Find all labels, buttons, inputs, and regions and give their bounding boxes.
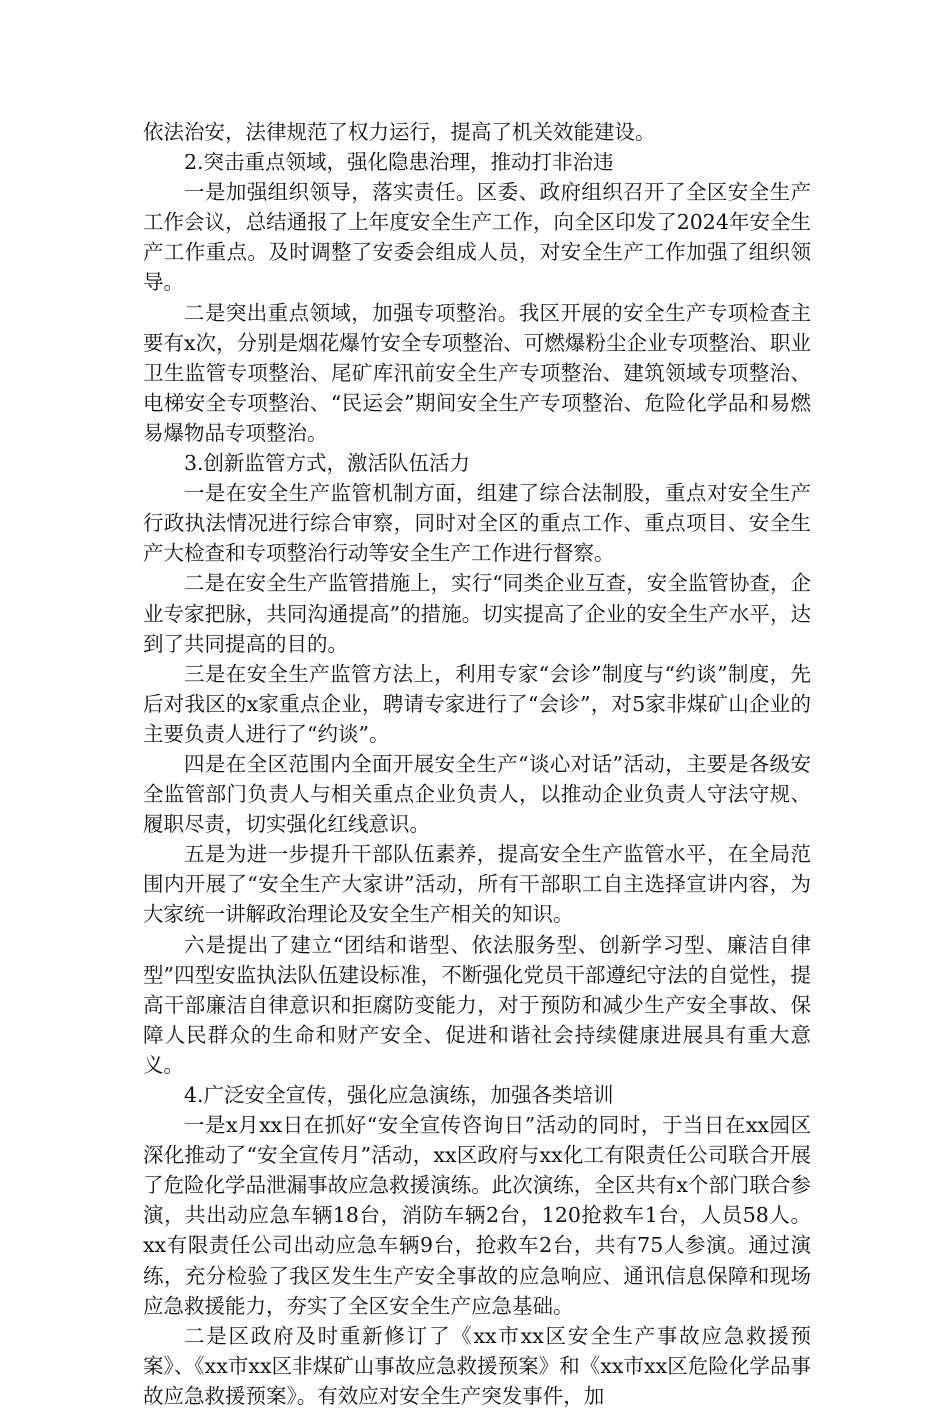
document-body xyxy=(143,117,811,1411)
paragraph-7: 二是在安全生产监管措施上，实行“同类企业互查，安全监管协查，企业专家把脉，共同沟通提高”的措施。切实提高了企业的安全生产水平，达到了共同提高的目的。 xyxy=(143,571,811,656)
paragraph-13: 一是x月xx日在抓好“安全宣传咨询日”活动的同时，于当日在xx园区深化推动了“安全宣传月”活动，xx区政府与xx化工有限责任公司联合开展了危险化学品泄漏事故应急救援演练。此次演练，全区共有x个部门联合参演，共出动应急车辆18台，消防车辆2台，120抢救车1台，人员58人。xx有限责任公司出动应急车辆9台，抢救车2台，共有75人参演。通过演练，充分检验了我区发生生产安全事故的应急响应、通讯信息保障和现场应急救援能力，夯实了全区安全生产应急基础。 xyxy=(143,1113,811,1318)
paragraph-10: 五是为进一步提升干部队伍素养，提高安全生产监管水平，在全局范围内开展了“安全生产大家讲”活动，所有干部职工自主选择宣讲内容，为大家统一讲解政治理论及安全生产相关的知识。 xyxy=(143,842,811,927)
paragraph-8: 三是在安全生产监管方法上，利用专家“会诊”制度与“约谈”制度，先后对我区的x家重点企业，聘请专家进行了“会诊”，对5家非煤矿山企业的主要负责人进行了“约谈”。 xyxy=(143,661,811,746)
paragraph-1: 依法治安，法律规范了权力运行，提高了机关效能建设。 xyxy=(143,120,656,144)
paragraph-4: 二是突出重点领域，加强专项整治。我区开展的安全生产专项检查主要有x次，分别是烟花爆竹安全专项整治、可燃爆粉尘企业专项整治、职业卫生监管专项整治、尾矿库汛前安全生产专项整治、建筑领域专项整治、电梯安全专项整治、“民运会”期间安全生产专项整治、危险化学品和易燃易爆物品专项整治。 xyxy=(143,300,811,445)
paragraph-11: 六是提出了建立“团结和谐型、依法服务型、创新学习型、廉洁自律型”四型安监执法队伍建设标准，不断强化党员干部遵纪守法的自觉性，提高干部廉洁自律意识和拒腐防变能力，对于预防和减少生产安全事故、保障人民群众的生命和财产安全、促进和谐社会持续健康进展具有重大意义。 xyxy=(143,932,811,1077)
paragraph-6: 一是在安全生产监管机制方面，组建了综合法制股，重点对安全生产行政执法情况进行综合审察，同时对全区的重点工作、重点项目、安全生产大检查和专项整治行动等安全生产工作进行督察。 xyxy=(143,481,811,566)
section-heading-3: 3.创新监管方式，激活队伍活力 xyxy=(184,451,471,476)
section-heading-4: 4.广泛安全宣传，强化应急演练，加强各类培训 xyxy=(184,1083,614,1107)
paragraph-3: 一是加强组织领导，落实责任。区委、政府组织召开了全区安全生产工作会议，总结通报了上年度安全生产工作，向全区印发了2024年安全生产工作重点。及时调整了安委会组成人员，对安全生产工作加强了组织领导。 xyxy=(143,180,811,295)
paragraph-14: 二是区政府及时重新修订了《xx市xx区安全生产事故应急救援预案》、《xx市xx区非煤矿山事故应急救援预案》和《xx市xx区危险化学品事故应急救援预案》。有效应对安全生产突发事件，加 xyxy=(143,1323,811,1408)
section-heading-2: 2.突击重点领域，强化隐患治理，推动打非治违 xyxy=(184,150,614,175)
paragraph-9: 四是在全区范围内全面开展安全生产“谈心对话”活动，主要是各级安全监管部门负责人与相关重点企业负责人，以推动企业负责人守法守规、履职尽责，切实强化红线意识。 xyxy=(143,751,811,837)
